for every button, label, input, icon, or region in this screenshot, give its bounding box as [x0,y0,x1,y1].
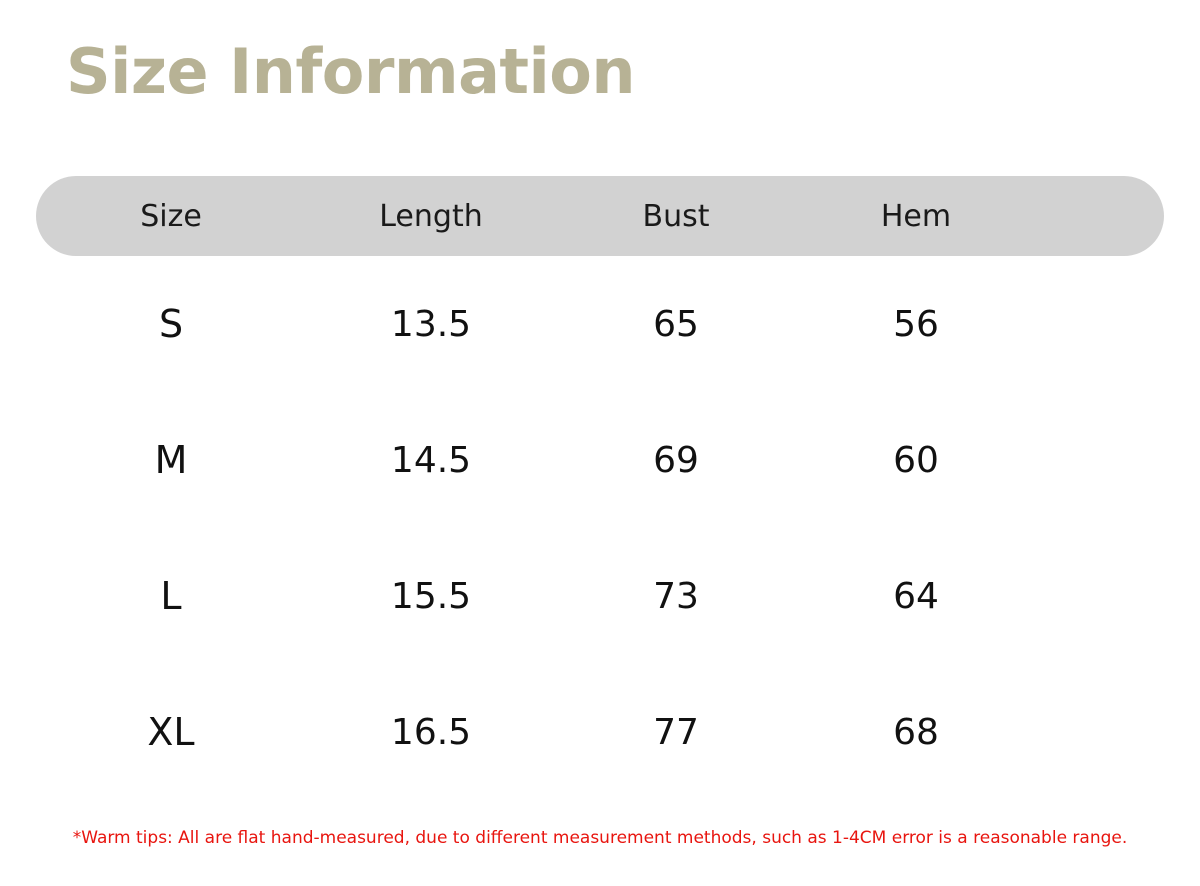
cell-hem: 64 [893,575,939,617]
cell-bust: 69 [653,439,699,481]
header-hem: Hem [880,198,952,234]
cell-hem: 56 [893,303,939,345]
cell-hem: 68 [893,711,939,753]
cell-length: 13.5 [390,303,472,345]
cell-bust: 65 [653,303,699,345]
cell-length: 14.5 [390,439,472,481]
header-size: Size [140,198,202,234]
table-body [36,256,1164,800]
table-row [36,664,1164,800]
cell-length: 16.5 [390,711,472,753]
table-header-row [36,176,1164,256]
page-title: Size Information [66,35,636,108]
cell-bust: 77 [653,711,699,753]
table-row [36,256,1164,392]
cell-bust: 73 [653,575,699,617]
header-length: Length [379,198,483,234]
cell-size: L [160,574,182,618]
header-bust: Bust [642,198,710,234]
cell-hem: 60 [893,439,939,481]
cell-size: M [154,438,188,482]
table-row [36,528,1164,664]
table-row [36,392,1164,528]
cell-size: S [158,302,184,346]
cell-size: XL [147,710,195,754]
cell-length: 15.5 [390,575,472,617]
size-table [36,176,1164,800]
warm-tips-note: *Warm tips: All are flat hand-measured, due to different measurement methods, such as 1-4CM error is a reasonable range. [72,828,1128,848]
